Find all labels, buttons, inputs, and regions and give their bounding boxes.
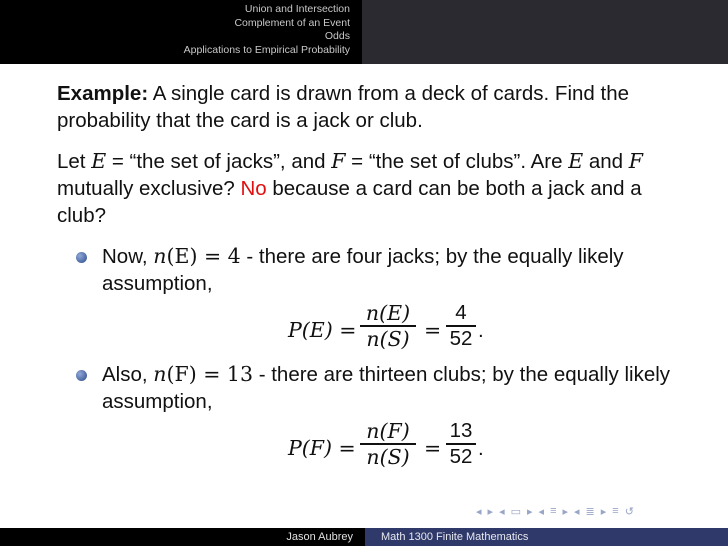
eq2-lhs: P(F) = [288, 436, 356, 460]
var-e: E [91, 149, 107, 173]
item2-n: n [153, 362, 167, 386]
item1-prefix: Now, [102, 245, 154, 268]
section-link-complement[interactable]: Complement of an Event [234, 16, 350, 29]
eq1-lhs: P(E) = [288, 318, 357, 342]
var-e-2: E [568, 149, 584, 173]
eq1-denominator-value: 52 [449, 326, 473, 350]
mutually-exclusive-paragraph [57, 148, 677, 229]
text-eq2: = “the set of clubs”. Are [345, 150, 569, 173]
arrow-left-icon[interactable]: ◂ [476, 505, 482, 518]
eq2-numerator-value: 13 [449, 419, 473, 442]
subsection-right-icon[interactable]: ▸ [600, 505, 607, 518]
footer-author: Jason Aubrey [0, 528, 365, 546]
section-icon[interactable]: ≡ [550, 505, 557, 517]
eq2-numerator: n(F) [366, 419, 410, 443]
example-paragraph [57, 80, 677, 134]
eq1-equals: = [424, 318, 442, 342]
text-and: and [583, 150, 629, 173]
section-left-icon[interactable]: ◂ [538, 505, 545, 518]
equation-pe [102, 297, 677, 361]
var-f-2: F [628, 149, 644, 173]
beamer-navigation-bar [476, 503, 726, 519]
eq1-fraction-value [446, 301, 476, 351]
search-icon[interactable]: ↺ [624, 505, 634, 518]
eq1-denominator: n(S) [366, 326, 410, 351]
eq1-numerator-value: 4 [455, 301, 467, 324]
section-right-icon[interactable]: ▸ [562, 505, 569, 518]
list-item-clubs [57, 361, 677, 479]
align-icon[interactable]: ≡ [612, 505, 619, 517]
text-question: mutually exclusive? [57, 177, 241, 200]
section-link-odds[interactable]: Odds [324, 30, 350, 42]
item2-count: (F) = 13 [166, 362, 253, 386]
eq2-denominator-value: 52 [449, 444, 473, 468]
text-let: Let [57, 150, 92, 173]
eq2-fraction-n [360, 419, 416, 469]
item1-n: n [153, 244, 167, 268]
frame-right-icon[interactable]: ▸ [527, 505, 533, 518]
bullet-icon [76, 252, 87, 263]
example-text: A single card is drawn from a deck of cards. Find the probability that the card is a jack or club. [57, 82, 629, 132]
slide-footer [0, 528, 728, 546]
slide-content [57, 80, 677, 479]
footer-course: Math 1300 Finite Mathematics [365, 528, 728, 546]
answer-no: No [240, 177, 267, 200]
equation-pf [102, 415, 677, 479]
item1-count: (E) = 4 [166, 244, 241, 268]
section-navigation [0, 0, 362, 64]
list-item-jacks [57, 243, 677, 361]
section-link-union-intersection[interactable]: Union and Intersection [244, 3, 350, 15]
header-right-panel [362, 0, 728, 64]
var-f: F [331, 149, 346, 173]
eq2-denominator: n(S) [366, 444, 410, 469]
section-link-empirical[interactable]: Applications to Empirical Probability [183, 43, 350, 56]
text-because: because a card can be both a jack and a club? [57, 177, 642, 227]
eq1-fraction-n [360, 301, 416, 351]
eq2-equals: = [424, 436, 442, 460]
example-label: Example: [57, 82, 149, 105]
text-eq1: = “the set of jacks”, and [106, 150, 332, 173]
subsection-icon[interactable]: ≣ [585, 505, 595, 518]
subsection-left-icon[interactable]: ◂ [574, 505, 580, 518]
eq1-numerator: n(E) [365, 301, 411, 325]
frame-icon[interactable]: ▭ [510, 505, 521, 518]
item1-suffix: - there are four jacks; by the equally likely assumption, [102, 245, 624, 295]
bullet-icon [76, 370, 87, 381]
eq2-fraction-value [446, 419, 476, 469]
item2-suffix: - there are thirteen clubs; by the equally likely assumption, [102, 363, 671, 413]
eq1-period: . [478, 319, 484, 342]
item2-prefix: Also, [102, 363, 154, 386]
frame-left-icon[interactable]: ◂ [499, 505, 505, 518]
eq2-period: . [478, 437, 484, 460]
slide-header [0, 0, 728, 64]
bullet-list [57, 243, 677, 479]
arrow-right-icon[interactable]: ▸ [487, 505, 494, 518]
